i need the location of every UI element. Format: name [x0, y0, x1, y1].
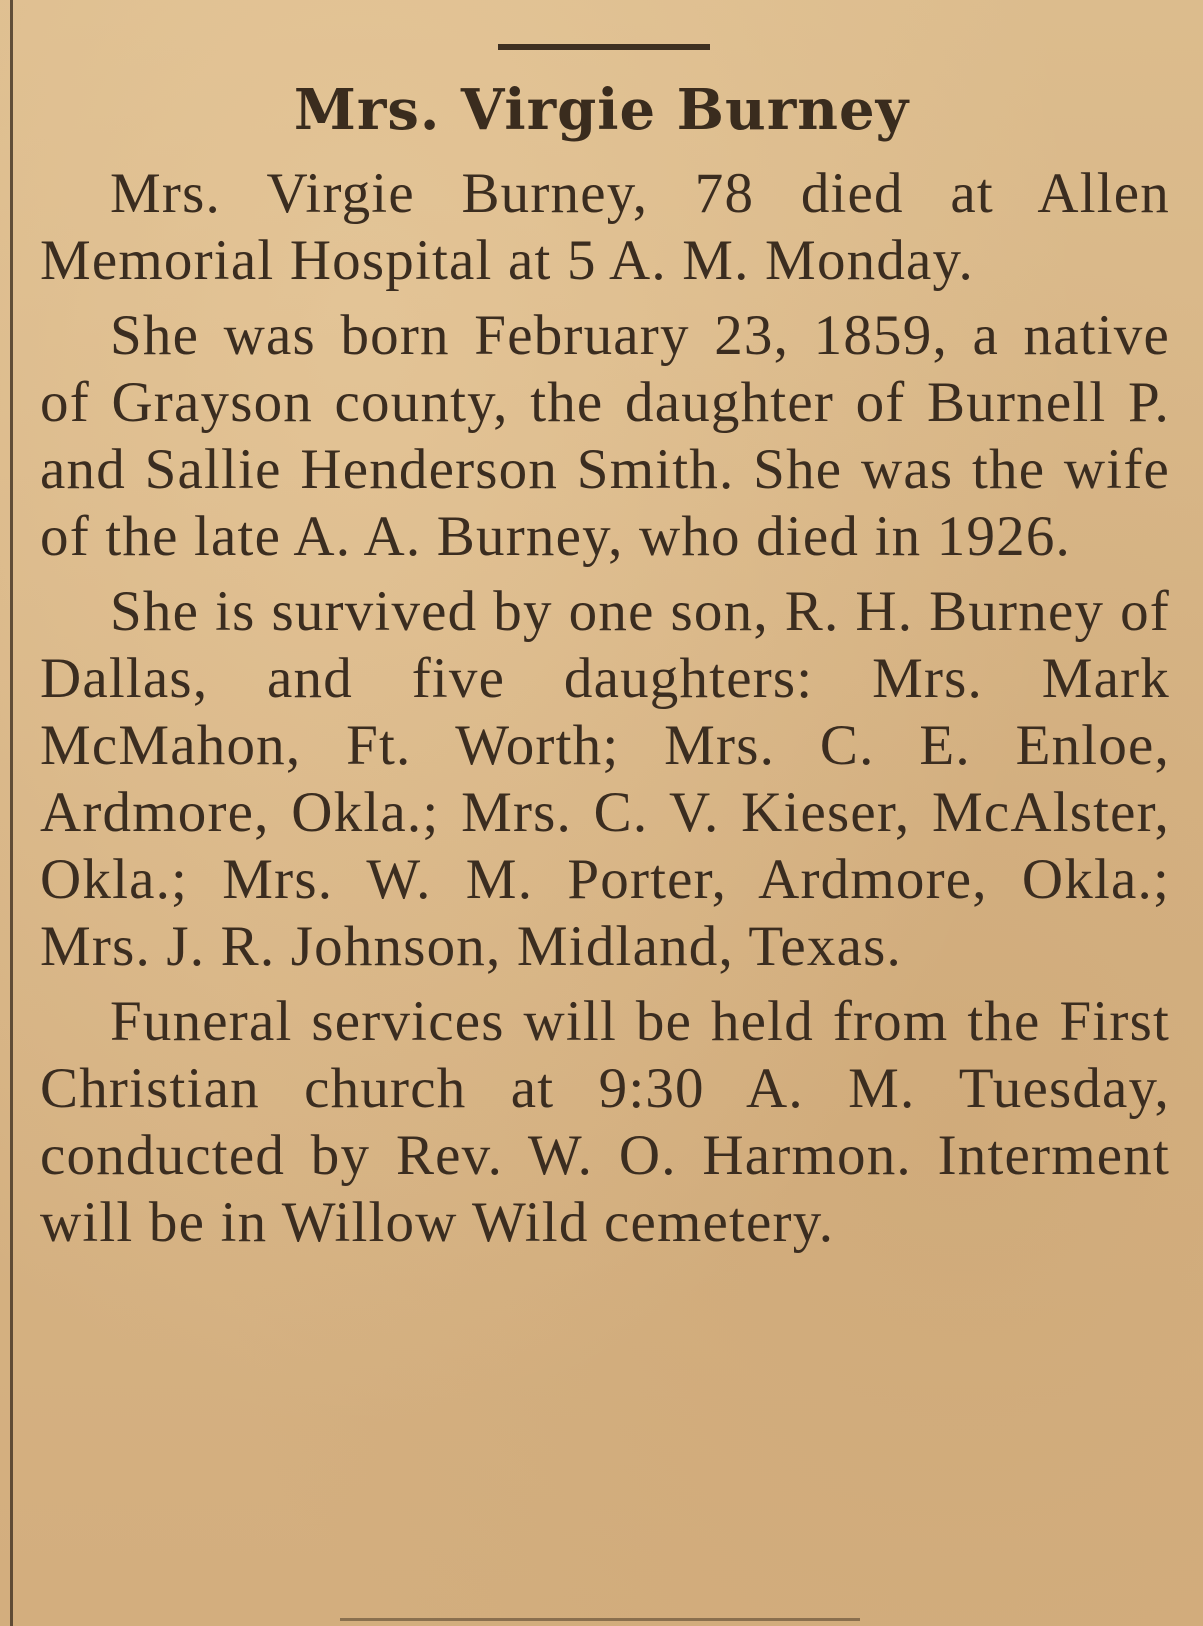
paragraph-funeral: Funeral services will be held from the First Christian church at 9:30 A. M. Tuesday, conducted by Rev. W. O. Harmon. Interment will be in Willow Wild cemetery. — [40, 990, 1170, 1254]
paragraph-biography: She was born February 23, 1859, a native of Grayson county, the daughter of Burnell P. and Sallie Henderson Smith. She was the wife of the late A. A. Burney, who died in 1926. — [40, 304, 1170, 568]
headline-divider — [498, 44, 710, 50]
paragraph-death-notice: Mrs. Virgie Burney, 78 died at Allen Memorial Hospital at 5 A. M. Monday. — [40, 162, 1170, 292]
obituary-body — [40, 160, 1170, 1264]
bottom-divider — [340, 1618, 860, 1621]
obituary-headline: Mrs. Virgie Burney — [293, 77, 910, 143]
column-rule — [10, 0, 13, 1626]
paragraph-survivors: She is survived by one son, R. H. Burney of Dallas, and five daughters: Mrs. Mark McMahon, Ft. Worth; Mrs. C. E. Enloe, Ardmore, Okla.; Mrs. C. V. Kieser, McAlster, Okla.; Mrs. W. M. Porter, Ardmore, Okla.; Mrs. J. R. Johnson, Midland, Texas. — [40, 580, 1170, 978]
